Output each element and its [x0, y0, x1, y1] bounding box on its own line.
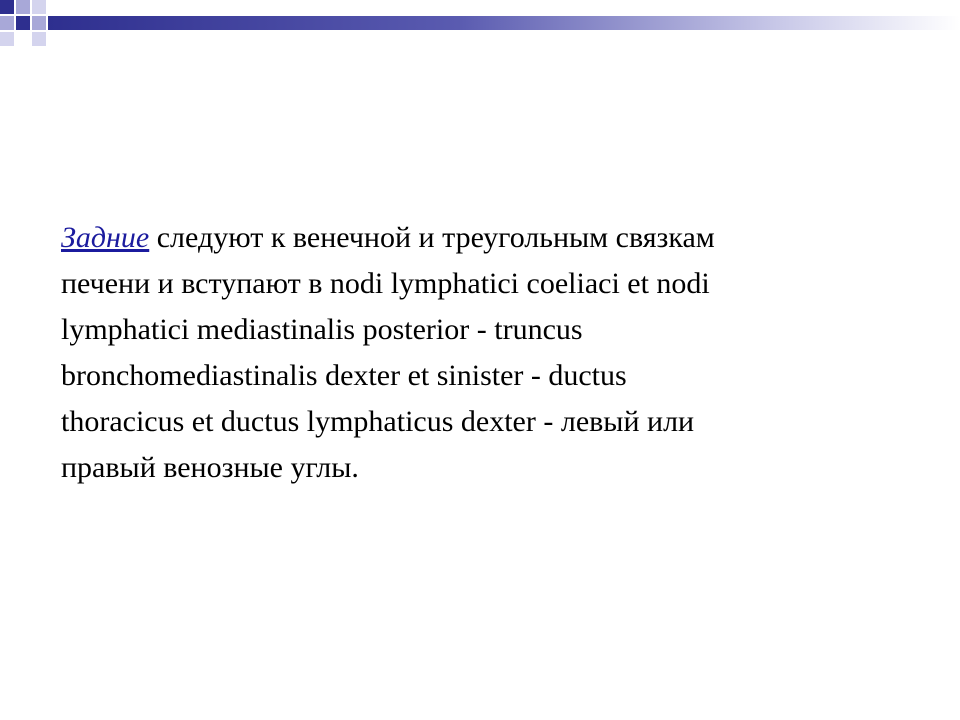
link-zadnie[interactable]: Задние — [61, 221, 150, 254]
text-line: следуют к венечной и треугольным связкам — [149, 221, 715, 254]
slide-body-text — [61, 215, 901, 491]
corner-square-decoration — [0, 16, 14, 30]
corner-square-decoration — [16, 0, 30, 14]
corner-square-decoration — [0, 32, 14, 46]
corner-square-decoration — [32, 16, 46, 30]
text-line: правый венозные углы. — [61, 451, 359, 484]
text-line: bronchomediastinalis dexter et sinister - ductus — [61, 359, 627, 392]
top-gradient-bar — [48, 16, 960, 30]
corner-square-decoration — [32, 0, 46, 14]
text-line: печени и вступают в nodi lymphatici coeliaci et nodi — [61, 267, 710, 300]
corner-square-decoration — [16, 16, 30, 30]
text-line: thoracicus et ductus lymphaticus dexter - левый или — [61, 405, 695, 438]
corner-square-decoration — [32, 32, 46, 46]
corner-square-decoration — [0, 0, 14, 14]
text-line: lymphatici mediastinalis posterior - truncus — [61, 313, 583, 346]
